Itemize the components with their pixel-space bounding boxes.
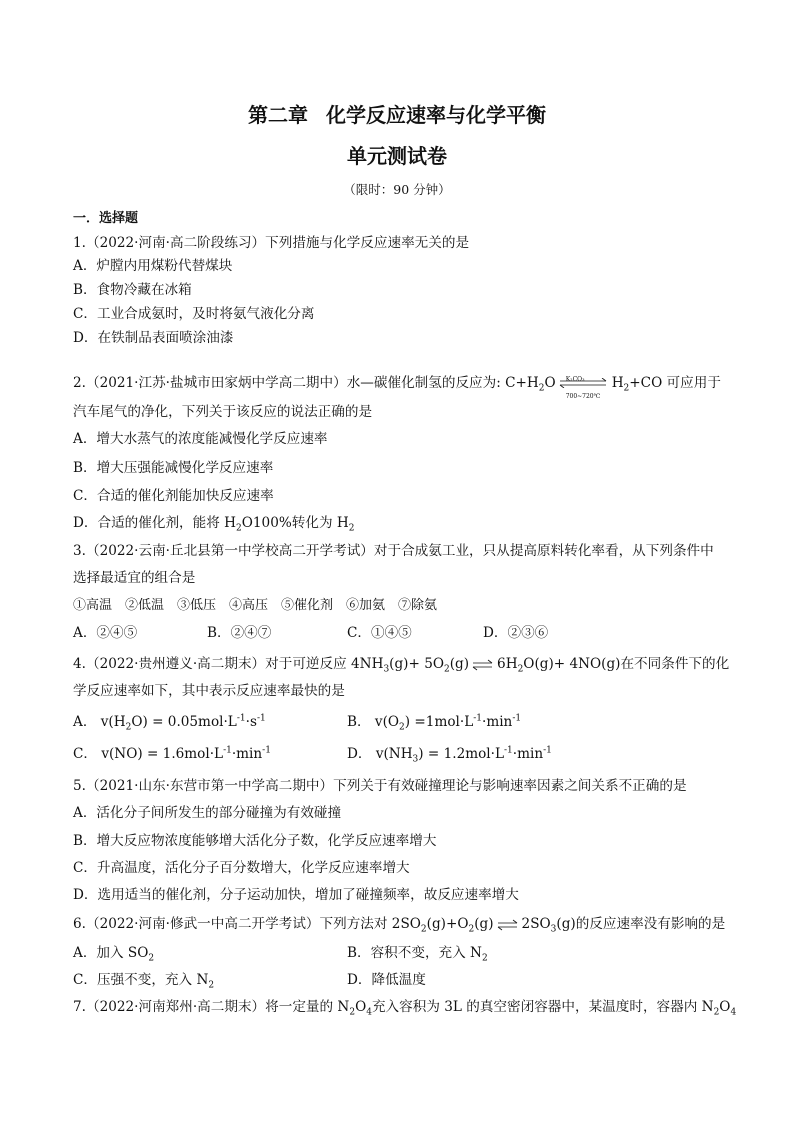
- test-subtitle: 单元测试卷: [347, 144, 447, 168]
- question-3-stem: 3.（2022·云南·丘北县第一中学校高二开学考试）对于合成氨工业，只从提高原料转化率看，从下列条件中: [73, 543, 714, 559]
- question-4-option-c: C． $v(NO) = 1.6mol\cdot L^{-1}\cdot\min^{-1}$: [73, 745, 271, 762]
- question-1-option-a: A．炉膛内用煤粉代替煤块: [73, 258, 233, 274]
- question-1-option-c: C．工业合成氨时，及时将氨气液化分离: [73, 306, 315, 322]
- question-2-stem-cont: 汽车尾气的净化，下列关于该反应的说法正确的是: [73, 404, 373, 420]
- question-3-option-c: C．①④⑤: [347, 625, 412, 641]
- question-6-option-b: B．容积不变，充入 $N_2$: [347, 945, 488, 964]
- question-1-option-d: D．在铁制品表面喷涂油漆: [73, 330, 234, 346]
- question-5-option-c: C．升高温度，活化分子百分数增大，化学反应速率增大: [73, 860, 410, 876]
- question-2-stem: 2.（2021·江苏·盐城市田家炳中学高二期中）水—碳催化制氢的反应为: $C+H_2O$ K₂CO₃ 700~720℃ $H_2+CO$ 可应用于: [73, 375, 721, 400]
- question-6-stem: 6.（2022·河南·修武一中高二开学考试）下列方法对 $2SO_2(g)+O_2(g)$ $2SO_3(g)$的反应速率没有影响的是: [73, 916, 726, 935]
- question-3-option-b: B．②④⑦: [207, 625, 272, 641]
- reversible-arrow-icon: [497, 918, 519, 932]
- question-5-option-a: A．活化分子间所发生的部分碰撞为有效碰撞: [73, 805, 342, 821]
- equilibrium-arrow-icon: K₂CO₃ 700~720℃: [558, 376, 610, 392]
- chapter-number: 第二章: [248, 103, 308, 127]
- question-5-option-d: D．选用适当的催化剂，分子运动加快，增加了碰撞频率，故反应速率增大: [73, 887, 519, 903]
- question-5-stem: 5.（2021·山东·东营市第一中学高二期中）下列关于有效碰撞理论与影响速率因素之间关系不正确的是: [73, 778, 687, 794]
- question-1-stem: 1.（2022·河南·高二阶段练习）下列措施与化学反应速率无关的是: [73, 235, 470, 251]
- question-4-option-a: A． $v(H_2O) = 0.05mol\cdot L^{-1}\cdot s^{-1}$: [73, 713, 266, 733]
- question-4-stem: 4.（2022·贵州遵义·高二期末）对于可逆反应 $4NH_3(g)+ 5O_2(g)$ $6H_2O(g)+ 4NO(g)$在不同条件下的化: [73, 656, 730, 675]
- time-limit: （限时：90 分钟）: [343, 182, 451, 197]
- question-6-option-d: D．降低温度: [347, 972, 426, 988]
- chapter-name: 化学反应速率与化学平衡: [326, 103, 546, 127]
- question-4-option-d: D． $v(NH_3) = 1.2mol\cdot L^{-1}\cdot\min^{-1}$: [347, 745, 552, 765]
- question-2-option-c: C．合适的催化剂能加快反应速率: [73, 488, 274, 504]
- question-6-option-a: A．加入 $SO_2$: [73, 945, 155, 964]
- question-3-stem-cont: 选择最适宜的组合是: [73, 570, 196, 586]
- question-7-stem: 7.（2022·河南郑州·高二期末）将一定量的 $N_2O_4$充入容积为 3L 的真空密闭容器中，某温度时，容器内 $N_2O_4$: [73, 999, 737, 1018]
- question-4-stem-cont: 学反应速率如下，其中表示反应速率最快的是: [73, 683, 345, 699]
- chapter-title: [0, 99, 794, 128]
- reversible-arrow-icon: [472, 658, 494, 672]
- question-2-option-a: A．增大水蒸气的浓度能减慢化学反应速率: [73, 431, 328, 447]
- question-6-option-c: C．压强不变，充入 $N_2$: [73, 972, 215, 991]
- question-2-option-d: D．合适的催化剂，能将 $H_2O100\%$转化为 $H_2$: [73, 515, 355, 534]
- section-heading: 一．选择题: [73, 211, 139, 226]
- question-3-conditions: ①高温 ②低温 ③低压 ④高压 ⑤催化剂 ⑥加氨 ⑦除氨: [73, 598, 438, 613]
- question-4-option-b: B． $v(O_2) =1mol\cdot L^{-1}\cdot\min^{-1}$: [347, 713, 522, 733]
- question-2-option-b: B．增大压强能减慢化学反应速率: [73, 460, 274, 476]
- question-5-option-b: B．增大反应物浓度能够增大活化分子数，化学反应速率增大: [73, 833, 437, 849]
- question-1-option-b: B．食物冷藏在冰箱: [73, 282, 192, 298]
- question-3-option-d: D．②③⑥: [483, 625, 549, 641]
- question-3-option-a: A．②④⑤: [73, 625, 138, 641]
